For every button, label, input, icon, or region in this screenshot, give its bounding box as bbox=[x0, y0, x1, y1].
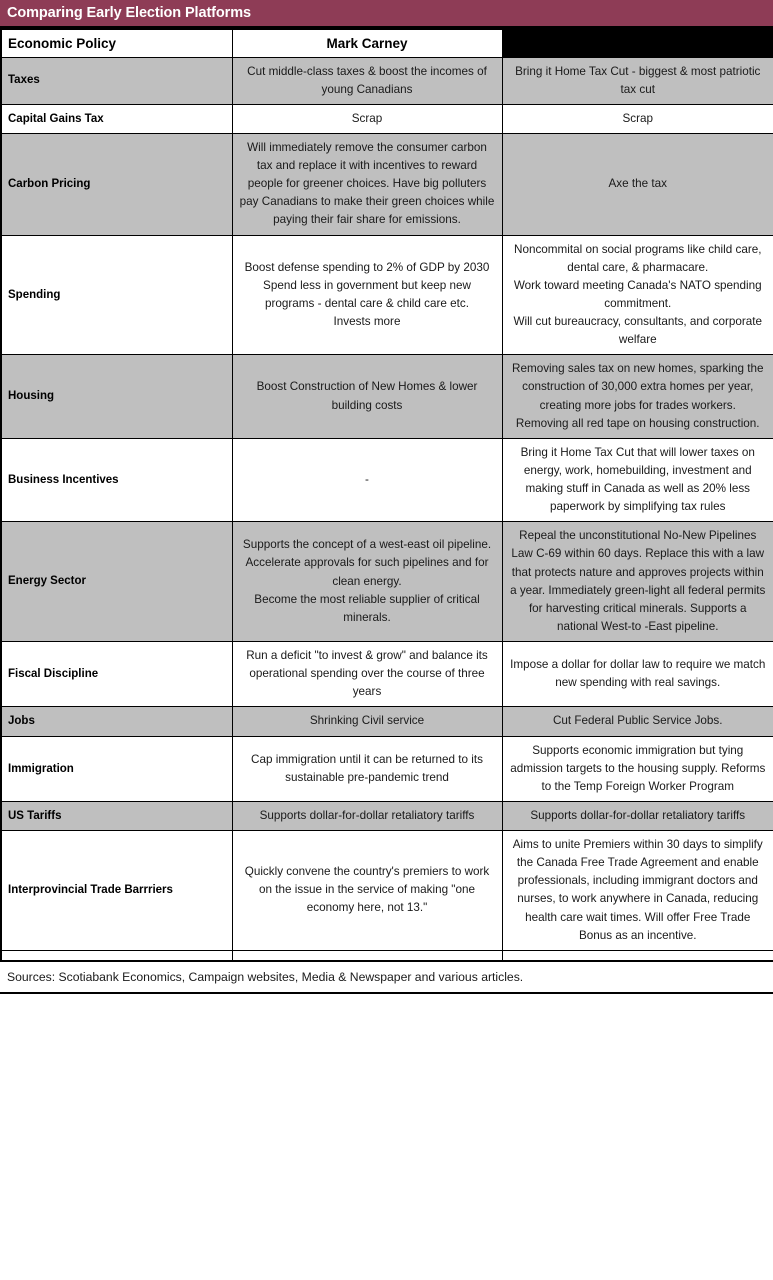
carney-value-cell: Cut middle-class taxes & boost the incomes of young Canadians bbox=[232, 57, 502, 104]
carney-value-cell: Will immediately remove the consumer carbon tax and replace it with incentives to reward people for greener choices. Have big polluters pay Canadians to make their green choices while paying their fair share for emissions. bbox=[232, 133, 502, 235]
platform-comparison-table bbox=[0, 28, 773, 962]
carney-value-cell: Cap immigration until it can be returned to its sustainable pre-pandemic trend bbox=[232, 736, 502, 801]
policy-label-cell: Fiscal Discipline bbox=[1, 642, 232, 707]
table-row bbox=[1, 57, 773, 104]
spacer-cell bbox=[502, 950, 773, 961]
other-value-cell: Bring it Home Tax Cut that will lower taxes on energy, work, homebuilding, investment and making stuff in Canada as well as 20% less paperwork by simplifying tax rules bbox=[502, 438, 773, 522]
table-row bbox=[1, 522, 773, 642]
table-row bbox=[1, 355, 773, 439]
table-row bbox=[1, 438, 773, 522]
other-value-cell: Axe the tax bbox=[502, 133, 773, 235]
carney-value-cell: - bbox=[232, 438, 502, 522]
spacer-cell bbox=[232, 950, 502, 961]
policy-label-cell: US Tariffs bbox=[1, 801, 232, 830]
table-spacer-row bbox=[1, 950, 773, 961]
other-value-cell: Scrap bbox=[502, 104, 773, 133]
carney-value-cell: Supports the concept of a west-east oil pipeline. Accelerate approvals for such pipelines and for clean energy. Become the most reliable supplier of critical minerals. bbox=[232, 522, 502, 642]
other-value-cell: Aims to unite Premiers within 30 days to simplify the Canada Free Trade Agreement and enable professionals, including immigrant doctors and nurses, to work anywhere in Canada, reducing health care wait times. Will offer Free Trade Bonus as an incentive. bbox=[502, 831, 773, 951]
carney-value-cell: Boost Construction of New Homes & lower building costs bbox=[232, 355, 502, 439]
carney-value-cell: Supports dollar-for-dollar retaliatory tariffs bbox=[232, 801, 502, 830]
policy-label-cell: Interprovincial Trade Barrriers bbox=[1, 831, 232, 951]
policy-label-cell: Jobs bbox=[1, 707, 232, 736]
sources-footer: Sources: Scotiabank Economics, Campaign websites, Media & Newspaper and various articles. bbox=[0, 962, 773, 994]
table-row bbox=[1, 133, 773, 235]
table-row bbox=[1, 736, 773, 801]
column-header-mark-carney: Mark Carney bbox=[232, 29, 502, 57]
column-header-economic-policy: Economic Policy bbox=[1, 29, 232, 57]
carney-value-cell: Shrinking Civil service bbox=[232, 707, 502, 736]
table-row bbox=[1, 801, 773, 830]
carney-value-cell: Boost defense spending to 2% of GDP by 2030 Spend less in government but keep new programs - dental care & child care etc. Invests more bbox=[232, 235, 502, 355]
table-head bbox=[1, 29, 773, 57]
policy-label-cell: Capital Gains Tax bbox=[1, 104, 232, 133]
column-header-redacted bbox=[502, 29, 773, 57]
other-value-cell: Supports economic immigration but tying admission targets to the housing supply. Reforms to the Temp Foreign Worker Program bbox=[502, 736, 773, 801]
table-row bbox=[1, 707, 773, 736]
other-value-cell: Removing sales tax on new homes, sparking the construction of 30,000 extra homes per year, creating more jobs for trades workers. Removing all red tape on housing construction. bbox=[502, 355, 773, 439]
carney-value-cell: Quickly convene the country's premiers to work on the issue in the service of making "one economy here, not 13." bbox=[232, 831, 502, 951]
carney-value-cell: Run a deficit "to invest & grow" and balance its operational spending over the course of three years bbox=[232, 642, 502, 707]
other-value-cell: Noncommital on social programs like child care, dental care, & pharmacare. Work toward meeting Canada's NATO spending commitment. Will cut bureaucracy, consultants, and corporate welfare bbox=[502, 235, 773, 355]
other-value-cell: Bring it Home Tax Cut - biggest & most patriotic tax cut bbox=[502, 57, 773, 104]
spacer-cell bbox=[1, 950, 232, 961]
carney-value-cell: Scrap bbox=[232, 104, 502, 133]
other-value-cell: Cut Federal Public Service Jobs. bbox=[502, 707, 773, 736]
other-value-cell: Supports dollar-for-dollar retaliatory tariffs bbox=[502, 801, 773, 830]
table-row bbox=[1, 235, 773, 355]
page-title: Comparing Early Election Platforms bbox=[7, 4, 251, 21]
table-header-row bbox=[1, 29, 773, 57]
policy-label-cell: Carbon Pricing bbox=[1, 133, 232, 235]
policy-label-cell: Energy Sector bbox=[1, 522, 232, 642]
other-value-cell: Impose a dollar for dollar law to require we match new spending with real savings. bbox=[502, 642, 773, 707]
title-bar bbox=[0, 0, 773, 28]
table-row bbox=[1, 642, 773, 707]
table-row bbox=[1, 831, 773, 951]
policy-label-cell: Housing bbox=[1, 355, 232, 439]
policy-label-cell: Business Incentives bbox=[1, 438, 232, 522]
policy-label-cell: Immigration bbox=[1, 736, 232, 801]
table-body bbox=[1, 57, 773, 961]
table-row bbox=[1, 104, 773, 133]
other-value-cell: Repeal the unconstitutional No-New Pipelines Law C-69 within 60 days. Replace this with a law that protects nature and approves projects within a year. Immediately green-light all federal permits for harvesting critical minerals. Supports a national West-to -East pipeline. bbox=[502, 522, 773, 642]
policy-label-cell: Taxes bbox=[1, 57, 232, 104]
policy-label-cell: Spending bbox=[1, 235, 232, 355]
